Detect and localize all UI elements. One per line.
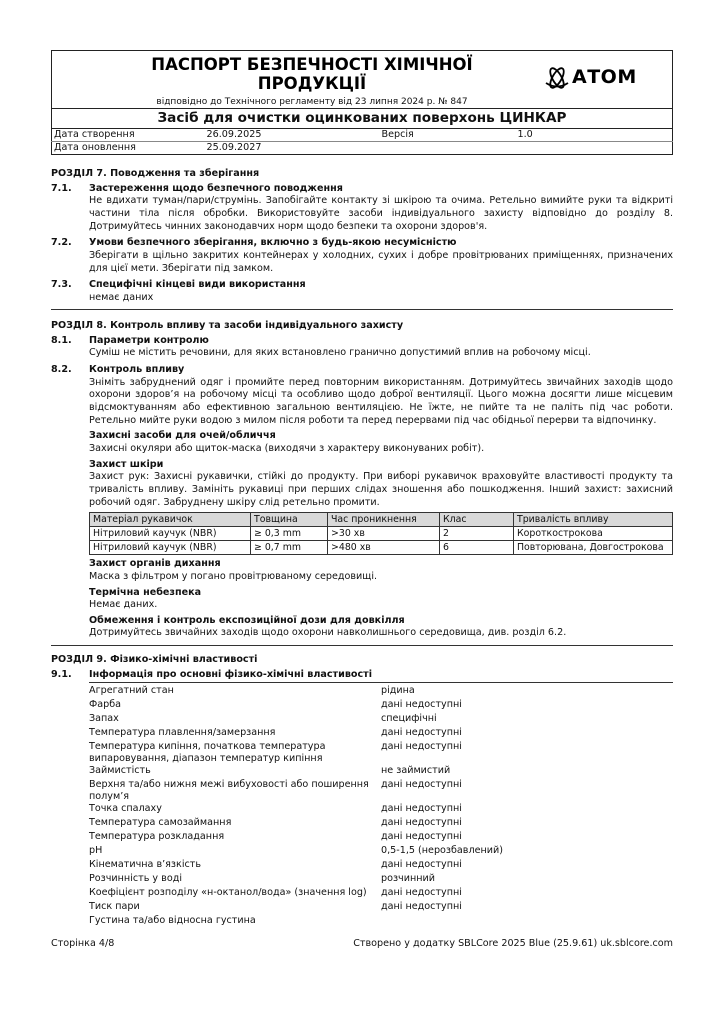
subsection-7-2-heading: [51, 237, 673, 250]
environmental-exposure-heading: Обмеження і контроль експозиційної дози для довкілля: [89, 614, 405, 626]
subsection-7-1-body: Не вдихати туман/пари/струмінь. Запобігайте контакту зі шкірою та очима. Ретельно вимийте руки та відкриті частини тіла після обробки. Використовуйте засоби індивідуального захисту відповідно до розділу 8. Дотримуйтесь чинних законодавчих норм щодо безпеки та охорони здоров'я.: [89, 195, 673, 232]
environmental-exposure-body: Дотримуйтесь звичайних заходів щодо охорони навколишнього середовища, див. розділ 6.2.: [89, 627, 567, 639]
property-name: Густина та/або відносна густина: [89, 915, 256, 927]
title-line-2: ПРОДУКЦІЇ: [257, 74, 367, 93]
column-header: Матеріал рукавичок: [90, 513, 251, 527]
section-9-title: РОЗДІЛ 9. Фізико-хімічні властивості: [51, 654, 258, 665]
subsection-number: 8.1.: [51, 334, 72, 346]
glove-table: [89, 512, 673, 555]
subsection-title: Контроль впливу: [89, 363, 185, 375]
product-name: Засіб для очистки оцинкованих поверхонь ЦИНКАР: [51, 108, 673, 129]
company-logo: [544, 65, 668, 91]
page-number: Сторінка 4/8: [51, 938, 115, 949]
subsection-8-1-body: Суміш не містить речовини, для яких встановлено гранично допустимий вплив на робочому місці.: [89, 347, 591, 359]
subsection-rule: [89, 682, 673, 683]
properties-table: [89, 685, 503, 929]
meta-empty-cell: [516, 142, 673, 155]
table-cell: 6: [440, 541, 514, 555]
table-row: [90, 541, 673, 555]
property-value: дані недоступні: [381, 803, 462, 815]
subsection-9-1-heading: [51, 669, 673, 682]
property-value: дані недоступні: [381, 699, 462, 711]
document-header: [51, 50, 673, 108]
property-row: [89, 741, 503, 765]
property-row: [89, 727, 503, 741]
property-value: дані недоступні: [381, 727, 462, 739]
property-name: Температура кипіння, початкова температура випаровування, діапазон температур кипіння: [89, 741, 326, 765]
title-line-1: ПАСПОРТ БЕЗПЕЧНОСТІ ХІМІЧНОЇ: [151, 55, 473, 74]
property-row: [89, 845, 503, 859]
subsection-title: Параметри контролю: [89, 334, 209, 346]
page-footer: [51, 938, 673, 951]
subsection-title: Застереження щодо безпечного поводження: [89, 182, 343, 194]
thermal-hazard-body: Немає даних.: [89, 599, 158, 611]
property-value: рідина: [381, 685, 415, 697]
property-row: [89, 713, 503, 727]
property-value: 0,5-1,5 (нерозбавлений): [381, 845, 503, 857]
table-cell: >30 хв: [328, 527, 440, 541]
version-value: 1.0: [517, 129, 533, 140]
property-row: [89, 831, 503, 845]
section-7: [51, 168, 673, 310]
section-9: [51, 654, 673, 929]
eye-protection-heading: Захисні засоби для очей/обличчя: [89, 430, 276, 442]
property-row: [89, 887, 503, 901]
property-row: [89, 901, 503, 915]
thermal-hazard-heading: Термічна небезпека: [89, 586, 202, 598]
atom-logo-icon: [544, 66, 570, 90]
regulation-subtitle: відповідно до Технічного регламенту від 23 липня 2024 р. № 847: [156, 97, 468, 107]
subsection-number: 8.2.: [51, 363, 72, 375]
property-value: дані недоступні: [381, 741, 462, 753]
subsection-number: 7.3.: [51, 279, 72, 291]
property-value: [381, 915, 503, 929]
property-name: Запах: [89, 713, 119, 725]
meta-empty-cell: [380, 142, 516, 155]
column-header: Тривалість впливу: [514, 513, 673, 527]
property-name: Коефіцієнт розподілу «н-октанол/вода» (значення log): [89, 887, 367, 899]
subsection-number: 7.1.: [51, 182, 72, 194]
document-meta-table: [51, 129, 673, 155]
table-cell: ≥ 0,7 mm: [251, 541, 328, 555]
table-cell: Короткострокова: [514, 527, 673, 541]
property-name: Температура плавлення/замерзання: [89, 727, 276, 739]
created-label: Дата створення: [54, 129, 135, 140]
property-name: pH: [89, 845, 103, 857]
property-row: [89, 817, 503, 831]
meta-row-created: [52, 129, 673, 142]
property-value: дані недоступні: [381, 901, 462, 913]
property-row: [89, 873, 503, 887]
table-cell: ≥ 0,3 mm: [251, 527, 328, 541]
property-name: Агрегатний стан: [89, 685, 174, 697]
property-value: дані недоступні: [381, 817, 462, 829]
table-cell: Нітриловий каучук (NBR): [90, 527, 251, 541]
updated-label: Дата оновлення: [52, 142, 205, 155]
subsection-8-2-heading: [51, 364, 673, 377]
property-name: Точка спалаху: [89, 803, 162, 815]
subsection-number: 9.1.: [51, 668, 72, 680]
table-row: [90, 527, 673, 541]
property-name: Займистість: [89, 765, 151, 777]
subsection-8-1-heading: [51, 335, 673, 348]
property-row: [89, 803, 503, 817]
property-value: дані недоступні: [381, 831, 462, 843]
subsection-number: 7.2.: [51, 237, 72, 249]
subsection-7-1-heading: [51, 183, 673, 196]
column-header: Товщина: [251, 513, 328, 527]
created-value: 26.09.2025: [206, 129, 262, 140]
generator-credit: Створено у додатку SBLCore 2025 Blue (25.9.61) uk.sblcore.com: [353, 938, 673, 949]
glove-table-header: [90, 513, 673, 527]
column-header: Час проникнення: [328, 513, 440, 527]
subsection-title: Інформація про основні фізико-хімічні властивості: [89, 668, 373, 680]
table-cell: Нітриловий каучук (NBR): [90, 541, 251, 555]
subsection-7-2-body: Зберігати в щільно закритих контейнерах у холодних, сухих і добре провітрюваних приміщеннях, призначених для цієї мети. Зберігати під замком.: [89, 249, 673, 274]
section-8-title: РОЗДІЛ 8. Контроль впливу та засоби індивідуального захисту: [51, 320, 404, 331]
section-divider: [51, 309, 673, 310]
property-name: Температура розкладання: [89, 831, 225, 843]
document-page: [51, 50, 673, 927]
table-cell: Повторювана, Довгострокова: [514, 541, 673, 555]
skin-protection-heading: Захист шкіри: [89, 458, 164, 470]
property-value: дані недоступні: [381, 859, 462, 871]
property-name: Верхня та/або нижня межі вибуховості або поширення полум’я: [89, 779, 369, 803]
subsection-8-2-body: Зніміть забруднений одяг і промийте перед повторним використанням. Дотримуйтесь звичайних заходів щодо охорони здоров’я на робочому місці та особливо щодо доброї вентиляції. Цього можна досягти лише місцевим відсмоктуванням або ефективною загальною вентиляцією. Не їжте, не пийте та не паліть під час роботи. Ретельно мийте руки водою з милом після роботи та перед перервами під час обідньої перерви та відпочинку.: [89, 376, 673, 426]
table-cell: >480 хв: [328, 541, 440, 555]
table-cell: 2: [440, 527, 514, 541]
subsection-7-3-heading: [51, 279, 673, 292]
property-value: дані недоступні: [381, 779, 462, 791]
subsection-title: Специфічні кінцеві види використання: [89, 279, 306, 291]
property-name: Фарба: [89, 699, 122, 711]
respiratory-protection-heading: Захист органів дихання: [89, 558, 221, 570]
document-title: [52, 55, 572, 93]
property-name: Кінематична в’язкість: [89, 859, 202, 871]
property-name: Температура самозаймання: [89, 817, 232, 829]
property-row: [89, 685, 503, 699]
section-8: [51, 320, 673, 646]
property-row: [89, 915, 503, 929]
property-row: [89, 779, 503, 803]
property-value: розчинний: [381, 873, 435, 885]
column-header: Клас: [440, 513, 514, 527]
section-7-title: РОЗДІЛ 7. Поводження та зберігання: [51, 168, 260, 179]
meta-row-updated: [52, 142, 673, 155]
property-value: специфічні: [381, 713, 437, 725]
logo-wordmark: АТОМ: [572, 66, 637, 89]
skin-protection-body: Захист рук: Захисні рукавички, стійкі до продукту. При виборі рукавичок враховуйте властивості продукту та тривалість впливу. Замініть рукавиці при перших слідах зношення або пошкодження. Інший захист: захисний робочий одяг. Забруднену шкіру слід ретельно промити.: [89, 471, 673, 508]
property-row: [89, 765, 503, 779]
property-row: [89, 859, 503, 873]
subsection-title: Умови безпечного зберігання, включно з будь-якою несумісністю: [89, 237, 457, 249]
respiratory-protection-body: Маска з фільтром у погано провітрюваному середовищі.: [89, 570, 378, 582]
subsection-7-3-body: немає даних: [89, 291, 154, 303]
property-value: не займистий: [381, 765, 451, 777]
updated-value: 25.09.2027: [205, 142, 380, 155]
eye-protection-body: Захисні окуляри або щиток-маска (виходячи з характеру виконуваних робіт).: [89, 442, 485, 454]
property-name: Розчинність у воді: [89, 873, 182, 885]
property-row: [89, 699, 503, 713]
version-label: Версія: [381, 129, 414, 140]
property-name: Тиск пари: [89, 901, 140, 913]
property-value: дані недоступні: [381, 887, 462, 899]
section-divider: [51, 645, 673, 646]
